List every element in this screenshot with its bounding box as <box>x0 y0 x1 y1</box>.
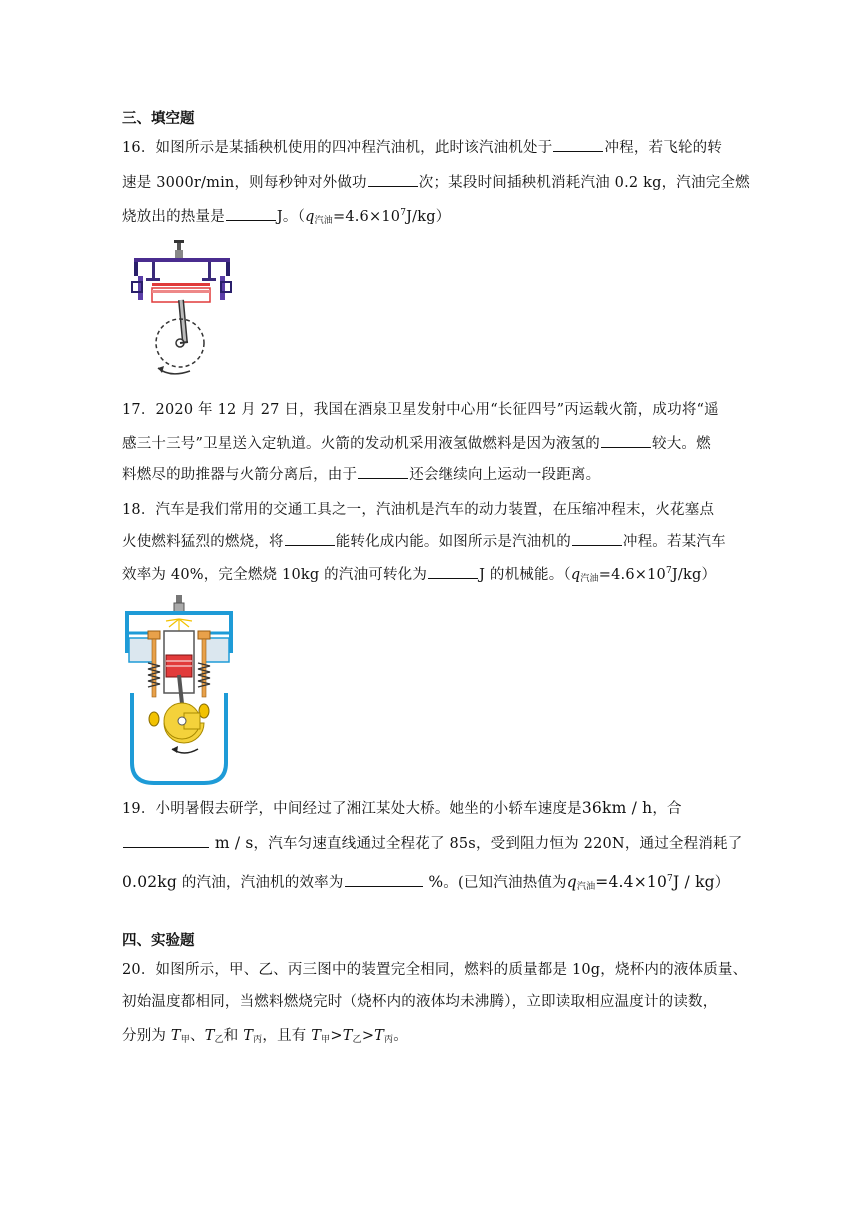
q19-line-1: 19．小明暑假去研学，中间经过了湘江某处大桥。她坐的小轿车速度是36km / h，合 <box>122 799 682 817</box>
q20-line-1: 20．如图所示，甲、乙、丙三图中的装置完全相同，燃料的质量都是 10g，烧杯内的液体质量、 <box>122 962 748 978</box>
q16-line-1: 16．如图所示是某插秧机使用的四冲程汽油机，此时该汽油机处于 冲程，若飞轮的转 <box>122 136 722 157</box>
q16-line-2: 速是 3000r/min，则每秒钟对外做功 次；某段时间插秧机消耗汽油 0.2 kg，汽油完全燃 <box>122 171 750 192</box>
q20-line-3: 分别为 $T_甲$、$T_乙$和 $T_丙$，且有 $T_甲>T_乙>T_丙$。 <box>122 1028 408 1045</box>
q19-blank-2[interactable] <box>345 871 423 887</box>
q20-line-2: 初始温度都相同，当燃料燃烧完时（烧杯内的液体均未沸腾），立即读取相应温度计的读数， <box>122 994 718 1010</box>
q18-line-2: 火使燃料猛烈的燃烧，将 能转化成内能。如图所示是汽油机的 冲程。若某汽车 <box>122 530 726 551</box>
section-title-experiment: 四、实验题 <box>122 933 195 949</box>
q18-blank-3[interactable] <box>428 563 478 579</box>
q17-line-3: 料燃尽的助推器与火箭分离后，由于 还会继续向上运动一段距离。 <box>122 463 600 484</box>
q16-blank-2[interactable] <box>368 171 418 187</box>
q19-blank-1[interactable] <box>123 832 209 848</box>
engine-diagram-2 <box>124 593 236 787</box>
q18-line-1: 18．汽车是我们常用的交通工具之一，汽油机是汽车的动力装置，在压缩冲程末，火花塞点 <box>122 502 715 518</box>
q17-line-2: 感三十三号”卫星送入定轨道。火箭的发动机采用液氢做燃料是因为液氢的 较大。燃 <box>122 432 711 453</box>
q16-blank-1[interactable] <box>553 136 603 152</box>
section-title-fill-blank: 三、填空题 <box>122 111 195 127</box>
q17-blank-1[interactable] <box>601 432 651 448</box>
q17-blank-2[interactable] <box>358 463 408 479</box>
q16-line-3: 烧放出的热量是 J。$(q_{汽油}=4.6\times 10^7J/kg)$ <box>122 205 450 226</box>
q19-line-2: m / s，汽车匀速直线通过全程花了 85s，受到阻力恒为 220N，通过全程消耗了 <box>122 832 742 853</box>
q18-line-3: 效率为 40%，完全燃烧 10kg 的汽油可转化为 J 的机械能。$(q_{汽油}=4.6\times 10^7J/kg)$ <box>122 563 716 584</box>
q19-line-3: 0.02kg 的汽油，汽油机的效率为 %。(已知汽油热值为$q_{汽油}=4.4\times 10^7J / kg$） <box>122 873 730 892</box>
q17-line-1: 17．2020 年 12 月 27 日，我国在酒泉卫星发射中心用“长征四号”丙运载火箭，成功将“遥 <box>122 402 719 418</box>
q16-blank-3[interactable] <box>226 205 276 221</box>
q18-blank-2[interactable] <box>572 530 622 546</box>
q18-blank-1[interactable] <box>285 530 335 546</box>
engine-diagram-1 <box>130 238 235 378</box>
